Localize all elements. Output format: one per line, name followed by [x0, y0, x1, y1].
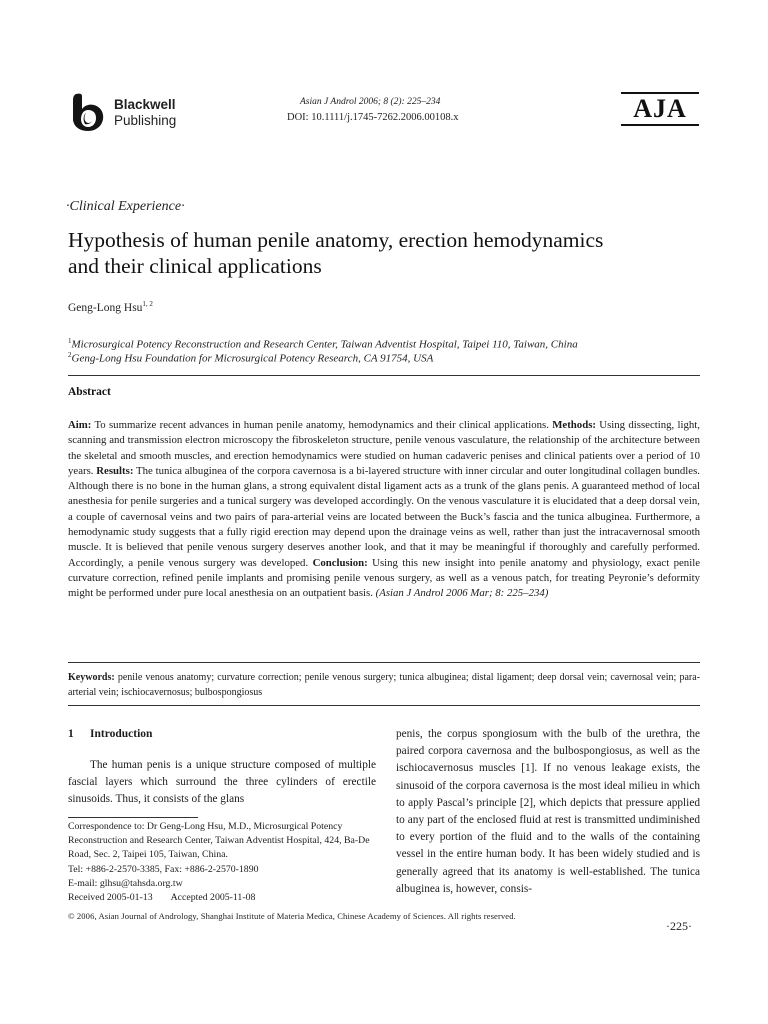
keywords-text: penile venous anatomy; curvature correction; penile venous surgery; tunica albuginea; distal ligament; deep dorsal vein; cavernosal vein; para-arterial vein; ischiocavernosus; bulbospongiosus: [68, 672, 700, 698]
abstract-body: [68, 418, 700, 602]
author-name: Geng-Long Hsu: [68, 301, 143, 314]
affiliation-mark: 1: [68, 337, 72, 345]
section-title: Introduction: [90, 728, 153, 740]
correspondence: [68, 820, 376, 905]
abstract-citation: (Asian J Androl 2006 Mar; 8: 225–234): [375, 587, 549, 600]
results-label: Results:: [96, 464, 134, 477]
conclusion-label: Conclusion:: [312, 556, 368, 569]
methods-text: Using dissecting, light, scanning and transmission electron microscopy the fibroskeleton structure, penile venous vasculature, the relationship of the architecture between the skeletal and smooth muscles, and erection hemodynamics were studied on human cadaveric penises and clinical patients over a period of 10 years.: [68, 419, 700, 477]
affiliation-mark: 2: [68, 351, 72, 359]
affiliation-text: Geng-Long Hsu Foundation for Microsurgical Potency Research, CA 91754, USA: [71, 352, 434, 365]
section-label: ·Clinical Experience·: [66, 199, 185, 214]
title-line-1: Hypothesis of human penile anatomy, erection hemodynamics: [68, 228, 604, 252]
divider-top: [68, 375, 700, 376]
correspondence-email: E-mail: glhsu@tahsda.org.tw: [68, 877, 183, 889]
correspondence-address: Correspondence to: Dr Geng-Long Hsu, M.D., Microsurgical Potency Reconstruction and Research Center, Taiwan Adventist Hospital, 424, Ba-De Road, Sec. 2, Taipei 105, Taiwan, China.: [68, 821, 370, 861]
page-number: ·225·: [666, 919, 692, 933]
article-title: [68, 227, 718, 279]
divider-body: [68, 705, 700, 706]
copyright: © 2006, Asian Journal of Andrology, Shanghai Institute of Materia Medica, Chinese Academy of Sciences. All rights reserved.: [68, 911, 516, 921]
introduction-paragraph-right: penis, the corpus spongiosum with the bulb of the urethra, the paired corpora cavernosa and the bulbospongiosus, as well as the ischiocavernosus muscles [1]. If no venous leakage exists, the sinusoid of the corpora cavernosa is the most ideal milieu in which to apply Pascal’s principle [2], which depicts that pressure applied to any part of the enclosed fluid at rest is transmitted undiminished to every portion of the fluid and to the walls of the containing vessel in the entire human body. It has been widely studied and is generally agreed that its anatomy is well-established. The tunica albuginea is, however, consis-: [396, 728, 700, 895]
introduction-paragraph-left: The human penis is a unique structure composed of multiple fascial layers which surround the three cylinders of erectile sinusoids. Thus, it consists of the glans: [68, 759, 376, 805]
affiliation-text: Microsurgical Potency Reconstruction and Research Center, Taiwan Adventist Hospital, Taipei 110, Taiwan, China: [71, 338, 578, 351]
journal-reference: Asian J Androl 2006; 8 (2): 225–234: [300, 97, 441, 107]
accepted-date: Accepted 2005-11-08: [170, 892, 256, 904]
journal-logo: [621, 92, 699, 126]
author: [68, 300, 153, 314]
methods-label: Methods:: [552, 419, 597, 431]
section-number: 1: [68, 728, 74, 740]
divider-keywords: [68, 662, 700, 663]
introduction-heading: [68, 726, 376, 743]
journal-abbreviation: AJA: [633, 94, 687, 123]
publisher-line-1: Blackwell: [114, 97, 176, 112]
logo-rule-bottom: [621, 124, 699, 126]
correspondence-phone: Tel: +886-2-2570-3385, Fax: +886-2-2570-1890: [68, 863, 259, 875]
author-affiliation-marks: 1, 2: [142, 300, 153, 308]
aim-label: Aim:: [68, 419, 92, 431]
title-line-2: and their clinical applications: [68, 254, 322, 278]
publisher-name: [114, 97, 176, 129]
doi: DOI: 10.1111/j.1745-7262.2006.00108.x: [287, 112, 459, 123]
affiliation-2: [68, 348, 718, 366]
footnote-rule: [68, 817, 198, 818]
received-date: Received 2005-01-13: [68, 892, 153, 904]
keywords: [68, 670, 700, 700]
conclusion-text: Using this new insight into penile anatomy and physiology, exact penile curvature correction, refined penile implants and promising penile venous surgery, as well as a venous patch, for treating Peyronie’s deformity might be performed under pure local anesthesia on an outpatient basis.: [68, 556, 701, 600]
aim-text: To summarize recent advances in human penile anatomy, hemodynamics and their clinical applications.: [91, 419, 553, 431]
abstract-heading: Abstract: [68, 386, 111, 398]
blackwell-logo-icon: [68, 92, 106, 132]
results-text: The tunica albuginea of the corpora cavernosa is a bi-layered structure with inner circular and outer longitudinal collagen bundles. Although there is no bone in the human glans, a strong equivalent distal ligament acts as a trunk of the glans penis. A guaranteed method of local anesthesia for penile surgeries and a tunical surgery was developed accordingly. On the venous vasculature it is elucidated that a deep dorsal vein, a couple of cavernosal veins and two pairs of para-arterial veins are located between the Buck’s fascia and the tunica albuginea. Furthermore, a hemodynamic study suggests that a fully rigid erection may depend upon the drainage veins as well, rather than just the intracavernosal smooth muscle. It is believed that penile venous surgery deserves another look, and that it may be meaningful if thoroughly and carefully performed. Accordingly, a penile venous surgery was developed.: [68, 464, 700, 569]
dates: [68, 891, 376, 905]
left-column: [68, 726, 376, 808]
keywords-label: Keywords:: [68, 672, 115, 683]
publisher-line-2: Publishing: [114, 113, 177, 128]
